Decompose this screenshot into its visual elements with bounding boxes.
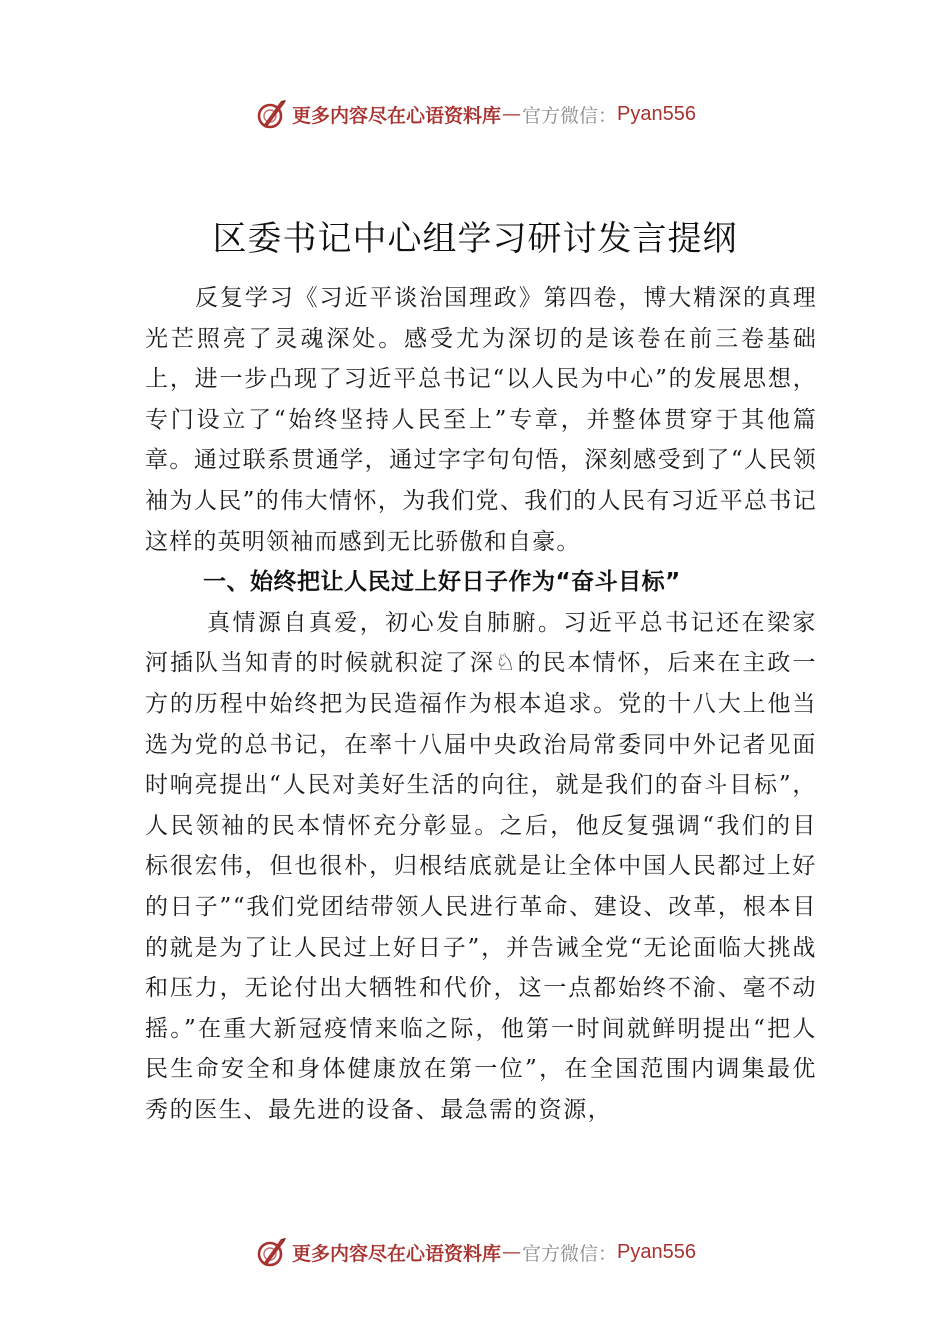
watermark-brand-text: 更多内容尽在心语资料库 <box>292 104 502 127</box>
document-title: 区委书记中心组学习研讨发言提纲 <box>212 218 738 259</box>
watermark-label: 官方微信： <box>522 1242 618 1265</box>
section-1-paragraph: 真情源自真爱，初心发自肺腑。习近平总书记还在梁家河插队当知青的时候就积淀了深♘的民本情怀，后来在主政一方的历程中始终把为民造福作为根本追求。党的十八大上他当选为党的总书记，在率十八届中央政治局常委同中外记者见面时响亮提出“人民对美好生活的向往，就是我们的奋斗目标”，人民领袖的民本情怀充分彰显。之后，他反复强调“我们的目标很宏伟，但也很朴，归根结底就是让全体中国人民都过上好的日子”“我们党团结带领人民进行革命、建设、改革，根本目的就是为了让人民过上好日子”，并告诫全党“无论面临大挑战和压力，无论付出大牺牲和代价，这一点都始终不渝、毫不动摇。”在重大新冠疫情来临之际，他第一时间就鲜明提出“把人民生命安全和身体健康放在第一位”，在全国范围内调集最优秀的医生、最先进的设备、最急需的资源， <box>145 609 817 1123</box>
watermark-dash: — <box>502 1241 522 1263</box>
intro-paragraph: 反复学习《习近平谈治国理政》第四卷，博大精深的真理光芒照亮了灵魂深处。感受尤为深切的是该卷在前三卷基础上，进一步凸现了习近平总书记“以人民为中心”的发展思想，专门设立了“始终坚持人民至上”专章，并整体贯穿于其他篇章。通过联系贯通学，通过字字句句悟，深刻感受到了“人民领袖为人民”的伟大情怀，为我们党、我们的人民有习近平总书记这样的英明领袖而感到无比骄傲和自豪。 <box>145 285 817 555</box>
header-watermark <box>0 94 950 134</box>
footer-watermark <box>0 1232 950 1272</box>
watermark-wechat-id: Pyan556 <box>617 102 696 125</box>
document-body <box>145 278 817 1130</box>
pen-on-circle-logo-icon <box>254 1235 288 1269</box>
watermark-dash: — <box>502 103 522 125</box>
watermark-wechat-id: Pyan556 <box>617 1240 696 1263</box>
pen-on-circle-logo-icon <box>254 97 288 131</box>
watermark-brand-text: 更多内容尽在心语资料库 <box>292 1242 502 1265</box>
watermark-label: 官方微信： <box>522 104 618 127</box>
section-1-heading: 一、始终把让人民过上好日子作为“奋斗目标” <box>203 569 681 596</box>
